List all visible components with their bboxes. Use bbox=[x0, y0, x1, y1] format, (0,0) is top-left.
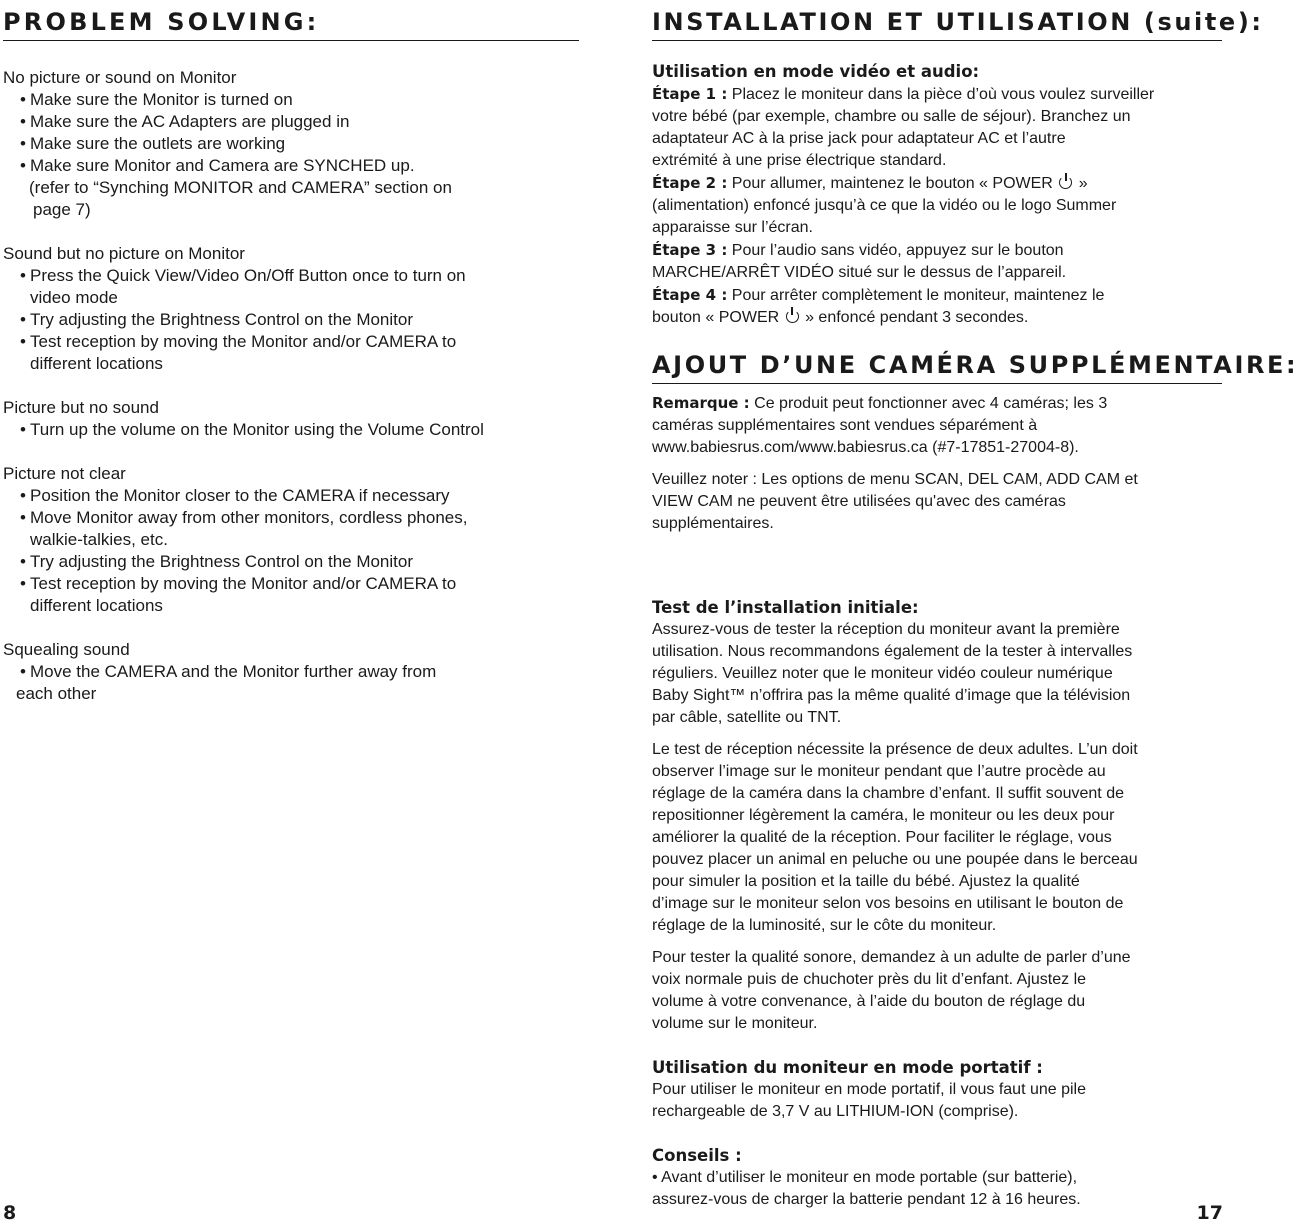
ts-title: Squealing sound bbox=[3, 640, 130, 659]
test-line: volume à votre convenance, à l’aide du bouton de réglage du bbox=[652, 993, 1086, 1010]
step-4: Étape 4 : Pour arrêter complètement le moniteur, maintenez le bbox=[652, 286, 1105, 304]
ts-note: video mode bbox=[30, 288, 118, 307]
ts-title: Picture not clear bbox=[3, 464, 126, 483]
step-2: Étape 2 : Pour allumer, maintenez le bouton « POWER » bbox=[652, 174, 1088, 192]
step-line: votre bébé (par exemple, chambre ou salle de séjour). Branchez un bbox=[652, 108, 1131, 125]
usage-subtitle: Utilisation en mode vidéo et audio: bbox=[652, 62, 980, 81]
test-line: par câble, satellite ou TNT. bbox=[652, 709, 842, 726]
ts-item: • Make sure the Monitor is turned on bbox=[20, 90, 293, 109]
troubleshoot-picture-no-sound bbox=[3, 397, 579, 441]
ts-title: No picture or sound on Monitor bbox=[3, 68, 237, 87]
ts-item: • Try adjusting the Brightness Control on the Monitor bbox=[20, 310, 414, 329]
ts-item: • Position the Monitor closer to the CAMERA if necessary bbox=[20, 486, 450, 505]
tips-subtitle: Conseils : bbox=[652, 1146, 742, 1165]
page-number-right: 17 bbox=[1196, 1202, 1223, 1224]
portable-subtitle: Utilisation du moniteur en mode portatif : bbox=[652, 1058, 1043, 1077]
note-line: supplémentaires. bbox=[652, 515, 774, 532]
test-line: Le test de réception nécessite la présence de deux adultes. L’un doit bbox=[652, 741, 1138, 758]
test-line: réguliers. Veuillez noter que le moniteur vidéo couleur numérique bbox=[652, 665, 1113, 682]
ts-item: • Make sure the outlets are working bbox=[20, 134, 286, 153]
ts-item: • Turn up the volume on the Monitor using the Volume Control bbox=[20, 420, 484, 439]
step-line: bouton « POWER » enfoncé pendant 3 secondes. bbox=[652, 309, 1029, 326]
ts-item: • Test reception by moving the Monitor and/or CAMERA to bbox=[20, 332, 457, 351]
test-line: améliorer la qualité de la réception. Pour faciliter le réglage, vous bbox=[652, 829, 1112, 846]
troubleshoot-sound-no-picture bbox=[3, 243, 579, 375]
test-line: Assurez-vous de tester la réception du moniteur avant la première bbox=[652, 621, 1120, 638]
remark-line: caméras supplémentaires sont vendues séparément à bbox=[652, 417, 1038, 434]
tips-line: assurez-vous de charger la batterie pendant 12 à 16 heures. bbox=[652, 1191, 1081, 1208]
ts-note: (refer to “Synching MONITOR and CAMERA” section on bbox=[29, 178, 452, 197]
installation-heading: INSTALLATION ET UTILISATION (suite): bbox=[652, 0, 1222, 41]
step-line: (alimentation) enfoncé jusqu’à ce que la vidéo ou le logo Summer bbox=[652, 197, 1117, 214]
ts-title: Sound but no picture on Monitor bbox=[3, 244, 245, 263]
test-line: réglage de la caméra dans la chambre d’enfant. Il suffit souvent de bbox=[652, 785, 1124, 802]
ts-item: • Try adjusting the Brightness Control on the Monitor bbox=[20, 552, 414, 571]
step-line: adaptateur AC à la prise jack pour adaptateur AC et l’autre bbox=[652, 130, 1066, 147]
troubleshoot-picture-not-clear bbox=[3, 463, 579, 617]
right-page bbox=[652, 0, 1298, 1211]
step-line: apparaisse sur l’écran. bbox=[652, 219, 813, 236]
page-number-left: 8 bbox=[3, 1202, 17, 1224]
troubleshoot-squealing bbox=[3, 639, 579, 705]
ts-title: Picture but no sound bbox=[3, 398, 159, 417]
test-line: utilisation. Nous recommandons également de la tester à intervalles bbox=[652, 643, 1133, 660]
power-icon bbox=[786, 310, 799, 323]
left-page bbox=[3, 0, 579, 705]
test-line: Pour tester la qualité sonore, demandez à un adulte de parler d’une bbox=[652, 949, 1131, 966]
test-line: Baby Sight™ n’offrira pas la même qualité d’image que la télévision bbox=[652, 687, 1131, 704]
ts-note: page 7) bbox=[33, 200, 91, 219]
step-line: extrémité à une prise électrique standard. bbox=[652, 152, 947, 169]
note-line: VIEW CAM ne peuvent être utilisées qu'avec des caméras bbox=[652, 493, 1066, 510]
test-line: observer l’image sur le moniteur pendant que l’autre procède au bbox=[652, 763, 1106, 780]
test-line: volume sur le moniteur. bbox=[652, 1015, 818, 1032]
test-line: pour simuler la position et la taille du bébé. Ajustez la qualité bbox=[652, 873, 1080, 890]
troubleshoot-no-picture-sound bbox=[3, 67, 579, 221]
test-line: d’image sur le moniteur selon vos besoins en utilisant le bouton de bbox=[652, 895, 1124, 912]
test-subtitle: Test de l’installation initiale: bbox=[652, 598, 919, 617]
test-line: pouvez placer un animal en peluche ou une poupée dans le berceau bbox=[652, 851, 1138, 868]
test-line: réglage de la luminosité, sur le côte du moniteur. bbox=[652, 917, 997, 934]
step-3: Étape 3 : Pour l’audio sans vidéo, appuyez sur le bouton bbox=[652, 241, 1064, 259]
ts-item: • Test reception by moving the Monitor and/or CAMERA to bbox=[20, 574, 457, 593]
ts-note: different locations bbox=[30, 596, 163, 615]
ts-item: • Make sure Monitor and Camera are SYNCHED up. bbox=[20, 156, 415, 175]
ts-item: • Make sure the AC Adapters are plugged in bbox=[20, 112, 350, 131]
test-line: repositionner légèrement la caméra, le moniteur ou les deux pour bbox=[652, 807, 1115, 824]
additional-camera-heading: AJOUT D’UNE CAMÉRA SUPPLÉMENTAIRE: bbox=[652, 343, 1222, 384]
portable-line: Pour utiliser le moniteur en mode portatif, il vous faut une pile bbox=[652, 1081, 1087, 1098]
power-icon bbox=[1059, 176, 1072, 189]
step-1: Étape 1 : Placez le moniteur dans la pièce d’où vous voulez surveiller bbox=[652, 85, 1155, 103]
remark-line: www.babiesrus.com/www.babiesrus.ca (#7-17851-27004-8). bbox=[652, 439, 1079, 456]
step-line: MARCHE/ARRÊT VIDÉO situé sur le dessus de l’appareil. bbox=[652, 264, 1067, 281]
ts-note: each other bbox=[16, 684, 97, 703]
ts-note: different locations bbox=[30, 354, 163, 373]
ts-note: walkie-talkies, etc. bbox=[30, 530, 168, 549]
test-line: voix normale puis de chuchoter près du lit d’enfant. Ajustez le bbox=[652, 971, 1087, 988]
remark: Remarque : Ce produit peut fonctionner avec 4 caméras; les 3 bbox=[652, 394, 1108, 412]
tips-line: • Avant d’utiliser le moniteur en mode portable (sur batterie), bbox=[652, 1169, 1078, 1186]
portable-line: rechargeable de 3,7 V au LITHIUM-ION (comprise). bbox=[652, 1103, 1019, 1120]
note-line: Veuillez noter : Les options de menu SCAN, DEL CAM, ADD CAM et bbox=[652, 471, 1138, 488]
ts-item: • Move Monitor away from other monitors, cordless phones, bbox=[20, 508, 468, 527]
problem-solving-heading: PROBLEM SOLVING: bbox=[3, 0, 579, 41]
ts-item: • Press the Quick View/Video On/Off Button once to turn on bbox=[20, 266, 466, 285]
ts-item: • Move the CAMERA and the Monitor further away from bbox=[20, 662, 437, 681]
